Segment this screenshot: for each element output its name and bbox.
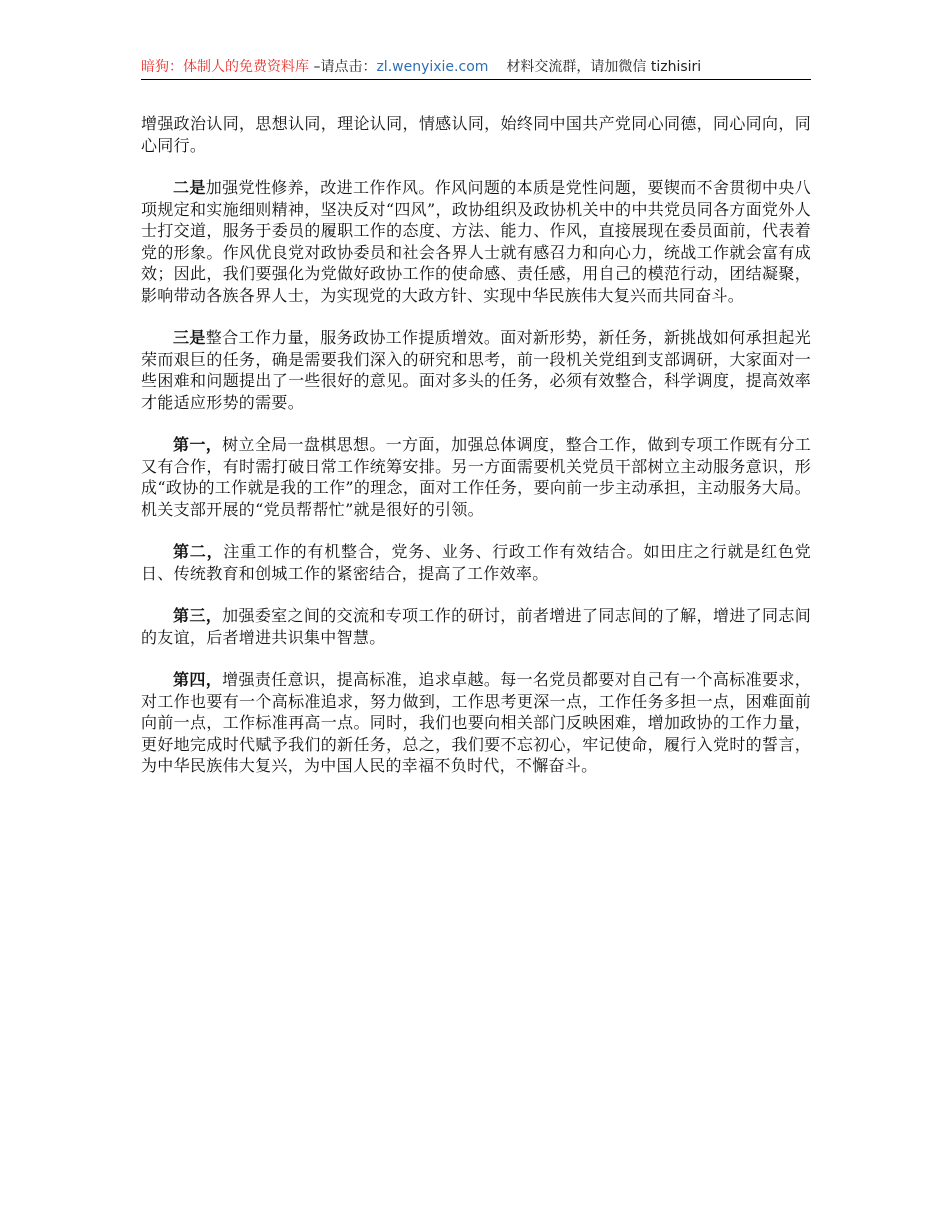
paragraph-text: 注重工作的有机整合，党务、业务、行政工作有效结合。如田庄之行就是红色党日、传统教育和创城工作的紧密结合，提高了工作效率。 (141, 542, 811, 583)
paragraph-6 (141, 605, 811, 648)
paragraph-text: 增强责任意识，提高标准，追求卓越。每一名党员都要对自己有一个高标准要求，对工作也要有一个高标准追求，努力做到，工作思考更深一点，工作任务多担一点，困难面前向前一点，工作标准再高一点。同时，我们也要向相关部门反映困难，增加政协的工作力量，更好地完成时代赋予我们的新任务，总之，我们要不忘初心，牢记使命，履行入党时的誓言，为中华民族伟大复兴，为中国人民的幸福不负时代，不懈奋斗。 (141, 670, 811, 775)
paragraph-text: 增强政治认同，思想认同，理论认同，情感认同，始终同中国共产党同心同德，同心同向，同心同行。 (141, 114, 811, 155)
paragraph-lead: 第一， (173, 435, 223, 454)
page-header (141, 56, 811, 78)
paragraph-text: 加强党性修养，改进工作作风。作风问题的本质是党性问题，要锲而不舍贯彻中央八项规定和实施细则精神，坚决反对“四风”，政协组织及政协机关中的中共党员同各方面党外人士打交道，服务于委员的履职工作的态度、方法、能力、作风，直接展现在委员面前，代表着党的形象。作风优良党对政协委员和社会各界人士就有感召力和向心力，统战工作就会富有成效；因此，我们要强化为党做好政协工作的使命感、责任感，用自己的模范行动，团结凝聚，影响带动各族各界人士，为实现党的大政方针、实现中华民族伟大复兴而共同奋斗。 (141, 178, 811, 305)
paragraph-7 (141, 669, 811, 777)
paragraph-lead: 二是 (173, 178, 206, 197)
paragraph-lead: 第四， (173, 670, 223, 689)
paragraph-2 (141, 177, 811, 306)
paragraph-3 (141, 327, 811, 413)
paragraph-text: 树立全局一盘棋思想。一方面，加强总体调度，整合工作，做到专项工作既有分工又有合作，有时需打破日常工作统筹安排。另一方面需要机关党员干部树立主动服务意识，形成“政协的工作就是我的工作”的理念，面对工作任务，要向前一步主动承担，主动服务大局。机关支部开展的“党员帮帮忙”就是很好的引领。 (141, 435, 811, 519)
paragraph-text: 整合工作力量，服务政协工作提质增效。面对新形势，新任务，新挑战如何承担起光荣而艰巨的任务，确是需要我们深入的研究和思考，前一段机关党组到支部调研，大家面对一些困难和问题提出了一些很好的意见。面对多头的任务，必须有效整合，科学调度，提高效率才能适应形势的需要。 (141, 328, 811, 412)
paragraph-lead: 第三， (173, 606, 223, 625)
paragraph-1 (141, 113, 811, 156)
header-contact: 材料交流群，请加微信 tizhisiri (506, 59, 702, 75)
header-separator: –请点击： (309, 59, 377, 75)
paragraph-5 (141, 541, 811, 584)
header-divider (141, 79, 811, 80)
header-brand: 暗狗：体制人的免费资料库 (141, 59, 309, 75)
paragraph-text: 加强委室之间的交流和专项工作的研讨，前者增进了同志间的了解，增进了同志间的友谊，后者增进共识集中智慧。 (141, 606, 811, 647)
paragraph-4 (141, 434, 811, 520)
header-link[interactable]: zl.wenyixie.com (376, 59, 489, 75)
paragraph-lead: 三是 (173, 328, 206, 347)
document-body (141, 113, 811, 798)
paragraph-lead: 第二， (173, 542, 224, 561)
